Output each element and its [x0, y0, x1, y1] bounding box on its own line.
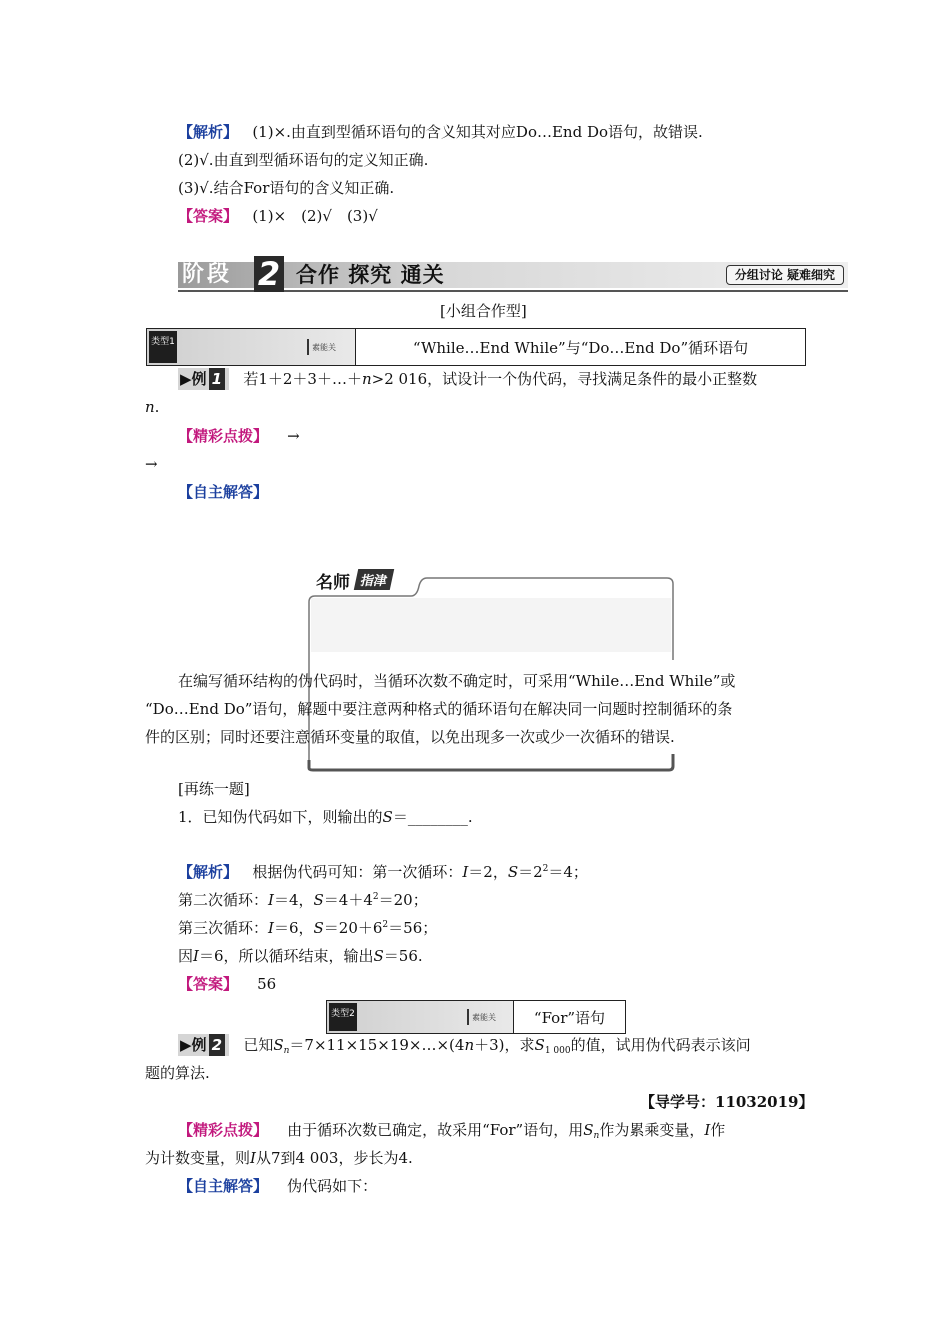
analysis-line-1 [178, 121, 703, 143]
stage-number: 2 [254, 256, 284, 292]
arrow-icon: → [287, 427, 300, 445]
teacher-line-1: 在编写循环结构的伪代码时，当循环次数不确定时，可采用“While…End While”或 [178, 672, 736, 690]
type-title: “For”语句 [513, 1001, 625, 1033]
analysis-2-line-1: 【解析】 根据伪代码可知：第一次循环：I＝2，$S=2^2=4$； [178, 863, 588, 881]
answer-tag: 【答案】 [178, 207, 239, 225]
type-tag: 素能关 [467, 1001, 496, 1033]
analysis-2-line-3: 第三次循环：I＝6，$S=20+6^2=56$； [178, 919, 438, 937]
stage-title: 合作 探究 通关 [296, 262, 445, 287]
example-2-cont: 题的算法. [145, 1064, 210, 1082]
self-answer-1: 【自主解答】 [178, 483, 269, 501]
analysis-tag: 【解析】 [178, 123, 239, 141]
type-2-header [326, 1000, 626, 1034]
analysis-line-2: (2)√.由直到型循环语句的定义知正确. [178, 151, 429, 169]
stage-banner [178, 255, 848, 293]
practice-question: 1．已知伪代码如下，则输出的S＝________. [178, 808, 473, 826]
hint-tag: 【精彩点拨】 [178, 427, 269, 445]
analysis-2-line-4: 因I＝6，所以循环结束，输出S＝56. [178, 947, 423, 965]
analysis-2-line-2: 第二次循环：I＝4，$S=4+4^2=20$； [178, 891, 428, 909]
teacher-line-2: “Do…End Do”语句，解题中要注意两种格式的循环语句在解决同一问题时控制循环的条 [145, 700, 733, 718]
analysis-line-3: (3)√.结合For语句的含义知正确. [178, 179, 395, 197]
hint-1-line [178, 425, 300, 447]
stage-subtitle: 分组讨论 疑难细究 [726, 265, 844, 285]
hint-2-line: 【精彩点拨】 由于循环次数已确定，故采用“For”语句，用$S_n$作为累乘变量，I作 [178, 1121, 726, 1141]
answer-2-line: 【答案】 56 [178, 975, 277, 993]
group-label: [小组合作型] [440, 302, 527, 320]
arrow-icon: → [145, 455, 158, 473]
stage-word: 阶段 [182, 262, 233, 287]
example-2-line: ▶例 2 已知$S_n=7\times 11\times 15\times 19\times\dots\times(4n+3)$，求$S_{1 000}$的值，试用伪代码表示该问 [180, 1036, 751, 1056]
analysis-text: (1)×.由直到型循环语句的含义知其对应Do…End Do语句，故错误. [252, 123, 703, 141]
practice-head: [再练一题] [178, 780, 250, 798]
hint-2-cont: 为计数变量，则I从7到4 003，步长为4. [145, 1149, 413, 1167]
example-1-line: ▶例 1 若1＋2＋3＋…＋n>2 016，试设计一个伪代码，寻找满足条件的最小正整数 [180, 370, 758, 388]
type-1-header [146, 328, 806, 366]
type-label: 类型2 [329, 1003, 357, 1031]
example-marker: ▶例 2 [178, 1034, 229, 1056]
teacher-line-3: 件的区别；同时还要注意循环变量的取值，以免出现多一次或少一次循环的错误. [145, 728, 675, 746]
self-answer-2: 【自主解答】 伪代码如下： [178, 1177, 378, 1195]
teacher-box-head: 名师 指津 [316, 568, 414, 590]
answer-line [178, 205, 378, 227]
answer-text: (1)× (2)√ (3)√ [252, 207, 378, 225]
guide-number: 【导学号：11032019】 [640, 1093, 814, 1111]
type-label: 类型1 [149, 331, 177, 363]
type-title: “While…End While”与“Do…End Do”循环语句 [355, 329, 805, 365]
example-marker: ▶例 1 [178, 368, 229, 390]
type-tag: 素能关 [307, 329, 336, 365]
example-1-cont: n. [145, 398, 160, 416]
